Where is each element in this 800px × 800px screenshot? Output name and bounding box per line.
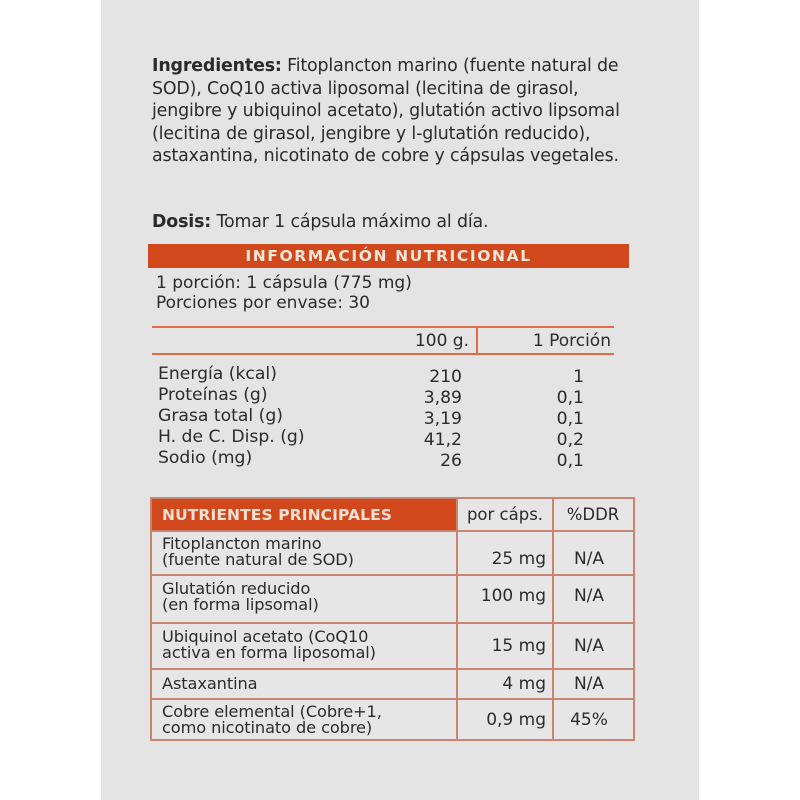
nutrient-name-line1: Glutatión reducido — [162, 579, 311, 598]
column-header-per-capsule: por cáps. — [466, 505, 544, 524]
value-per-serving: 0,2 — [556, 430, 584, 450]
value-per-serving: 1 — [573, 367, 584, 387]
nutrient-name-line2: activa en forma liposomal) — [162, 643, 376, 662]
value-per-serving: 0,1 — [556, 409, 584, 429]
nutrient-amount: 100 mg — [480, 586, 546, 606]
nutrition-row — [158, 364, 588, 385]
nutrition-row — [158, 406, 588, 427]
nutrient-row — [152, 700, 633, 740]
value-per-100g: 3,89 — [423, 388, 462, 408]
nutrient-name-line2: (en forma lipsomal) — [162, 595, 319, 614]
nutrient-amount: 15 mg — [491, 636, 546, 656]
main-nutrients-heading: NUTRIENTES PRINCIPALES — [152, 499, 456, 531]
divider-line — [152, 326, 614, 328]
nutrient-ddr: 45% — [570, 710, 608, 730]
nutrient-name — [162, 536, 452, 568]
main-nutrients-table — [150, 497, 635, 741]
nutrient-row — [152, 624, 633, 668]
nutrient-name-line2: (fuente natural de SOD) — [162, 550, 354, 569]
nutrient-row — [152, 532, 633, 574]
value-per-100g: 41,2 — [423, 430, 462, 450]
column-header-per-serving: 1 Porción — [532, 331, 611, 351]
servings-per-container: Porciones por envase: 30 — [156, 293, 371, 313]
column-header-100g: 100 g. — [414, 331, 469, 351]
nutrient-amount: 4 mg — [502, 674, 546, 694]
dosage-instruction: Tomar 1 cápsula máximo al día. — [211, 212, 489, 232]
ingredients-label: Ingredientes: — [152, 56, 282, 76]
nutrition-row — [158, 448, 588, 469]
nutrient-ddr: N/A — [573, 636, 605, 656]
column-header-ddr: %DDR — [566, 505, 620, 524]
dosage-label: Dosis: — [152, 212, 212, 232]
serving-size: 1 porción: 1 cápsula (775 mg) — [156, 273, 412, 293]
nutrient-name-line2: como nicotinato de cobre) — [162, 718, 373, 737]
nutrient-name — [162, 704, 452, 736]
nutrient-label: Grasa total (g) — [158, 406, 283, 426]
nutrient-amount: 25 mg — [491, 549, 546, 569]
value-per-100g: 3,19 — [423, 409, 462, 429]
nutrient-name-line1: Ubiquinol acetato (CoQ10 — [162, 627, 369, 646]
nutrient-ddr: N/A — [573, 586, 605, 606]
value-per-100g: 26 — [440, 451, 462, 471]
nutrient-name — [162, 581, 452, 613]
nutrient-label: Sodio (mg) — [158, 448, 253, 468]
nutrient-row — [152, 670, 633, 698]
nutrient-name-line1: Cobre elemental (Cobre+1, — [162, 702, 382, 721]
nutrient-label: Energía (kcal) — [158, 364, 277, 384]
ingredients-text — [152, 55, 642, 168]
nutrient-label: H. de C. Disp. (g) — [158, 427, 305, 447]
serving-info — [156, 273, 616, 313]
nutrition-row — [158, 427, 588, 448]
value-per-100g: 210 — [429, 367, 462, 387]
nutrient-name — [162, 676, 452, 692]
nutrient-amount: 0,9 mg — [486, 710, 546, 730]
column-divider — [476, 326, 478, 355]
nutrient-name — [162, 629, 452, 661]
nutrition-info-heading: INFORMACIÓN NUTRICIONAL — [148, 244, 629, 268]
divider-line — [152, 353, 614, 355]
dosage-text — [152, 211, 642, 233]
value-per-serving: 0,1 — [556, 451, 584, 471]
nutrition-row — [158, 385, 588, 406]
nutrient-ddr: N/A — [573, 549, 605, 569]
nutrient-label: Proteínas (g) — [158, 385, 268, 405]
ingredients-list: Fitoplancton marino (fuente natural de SOD), CoQ10 activa liposomal (lecitina de girasol, jengibre y ubiquinol acetato), glutatión activo lipsomal (lecitina de girasol, jengibre y l-glutatión reducido), astaxantina, nicotinato de cobre y cápsulas vegetales. — [152, 56, 620, 167]
nutrient-name-line1: Astaxantina — [162, 674, 258, 693]
nutrient-name-line1: Fitoplancton marino — [162, 534, 322, 553]
nutrient-row — [152, 576, 633, 622]
value-per-serving: 0,1 — [556, 388, 584, 408]
nutrient-ddr: N/A — [573, 674, 605, 694]
